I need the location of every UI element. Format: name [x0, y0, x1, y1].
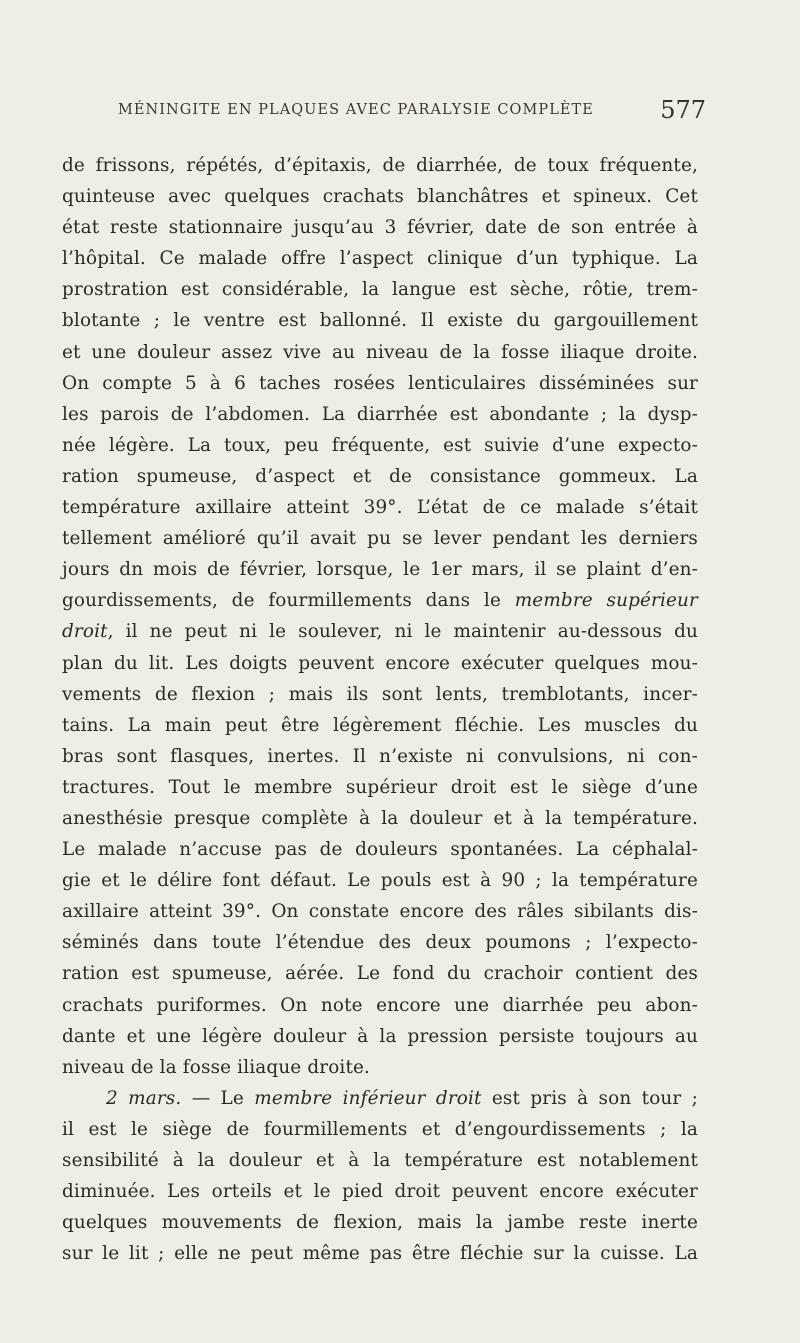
- text-line: [62, 1114, 698, 1145]
- text-line: [62, 1052, 698, 1083]
- text-segment: sur le lit ; elle ne peut même pas être fléchie sur la cuisse. La: [62, 1243, 698, 1265]
- text-line: [62, 896, 698, 927]
- text-segment: axillaire atteint 39°. On constate encore des râles sibilants dis-: [62, 901, 698, 923]
- text-line: [62, 1145, 698, 1176]
- text-segment: bras sont flasques, inertes. Il n’existe ni convulsions, ni con-: [62, 745, 698, 767]
- running-title: MÉNINGITE EN PLAQUES AVEC PARALYSIE COMPLÈTE: [118, 102, 594, 118]
- text-segment: tractures. Tout le membre supérieur droit est le siège d’une: [62, 776, 698, 798]
- text-line: [62, 710, 698, 741]
- italic-text-segment: droit: [62, 621, 108, 643]
- text-segment: plan du lit. Les doigts peuvent encore exécuter quelques mou-: [62, 652, 698, 674]
- text-segment: quelques mouvements de flexion, mais la jambe reste inerte: [62, 1212, 698, 1234]
- text-line: [62, 585, 698, 616]
- text-line: [62, 1083, 698, 1114]
- italic-text-segment: membre inférieur droit: [254, 1087, 482, 1109]
- text-segment: vements de flexion ; mais ils sont lents, tremblotants, incer-: [62, 683, 698, 705]
- text-segment: , il ne peut ni le soulever, ni le maintenir au-dessous du: [107, 621, 698, 643]
- text-segment: température axillaire atteint 39°. L’état de ce malade s’était: [62, 497, 698, 519]
- text-line: [62, 679, 698, 710]
- text-line: [62, 461, 698, 492]
- text-segment: les parois de l’abdomen. La diarrhée est abondante ; la dysp-: [62, 403, 698, 425]
- italic-text-segment: 2 mars.: [106, 1087, 182, 1109]
- text-line: [62, 274, 698, 305]
- text-line: [62, 990, 698, 1021]
- text-segment: tains. La main peut être légèrement fléchie. Les muscles du: [62, 714, 698, 736]
- text-segment: blotante ; le ventre est ballonné. Il existe du gargouillement: [62, 310, 698, 332]
- text-line: [62, 368, 698, 399]
- page-number: 577: [660, 96, 706, 124]
- text-segment: prostration est considérable, la langue est sèche, rôtie, trem-: [62, 279, 698, 301]
- text-segment: et une douleur assez vive au niveau de la fosse iliaque droite.: [62, 341, 698, 363]
- text-line: [62, 212, 698, 243]
- text-segment: il est le siège de fourmillements et d’engourdissements ; la: [62, 1118, 698, 1140]
- text-segment: diminuée. Les orteils et le pied droit peuvent encore exécuter: [62, 1181, 698, 1203]
- text-line: [62, 243, 698, 274]
- text-line: [62, 554, 698, 585]
- text-line: [62, 1238, 698, 1269]
- text-segment: crachats puriformes. On note encore une diarrhée peu abon-: [62, 994, 698, 1016]
- text-line: [62, 648, 698, 679]
- text-segment: gie et le délire font défaut. Le pouls est à 90 ; la température: [62, 870, 698, 892]
- text-segment: l’hôpital. Ce malade offre l’aspect clinique d’un typhique. La: [62, 248, 698, 270]
- text-line: [62, 616, 698, 647]
- body-text: [62, 150, 698, 1269]
- text-line: [62, 1207, 698, 1238]
- text-line: [62, 741, 698, 772]
- text-segment: tellement amélioré qu’il avait pu se lever pendant les derniers: [62, 528, 698, 550]
- text-line: [62, 181, 698, 212]
- text-line: [62, 430, 698, 461]
- text-segment: ration spumeuse, d’aspect et de consistance gommeux. La: [62, 465, 698, 487]
- text-line: [62, 523, 698, 554]
- text-line: [62, 865, 698, 896]
- text-line: [62, 399, 698, 430]
- text-segment: gourdissements, de fourmillements dans le: [62, 590, 515, 612]
- text-line: [62, 337, 698, 368]
- text-segment: séminés dans toute l’étendue des deux poumons ; l’expecto-: [62, 932, 698, 954]
- text-line: [62, 150, 698, 181]
- text-line: [62, 1176, 698, 1207]
- text-segment: niveau de la fosse iliaque droite.: [62, 1056, 371, 1078]
- text-line: [62, 1021, 698, 1052]
- text-line: [62, 803, 698, 834]
- text-line: [62, 772, 698, 803]
- text-segment: dante et une légère douleur à la pression persiste toujours au: [62, 1025, 698, 1047]
- text-segment: jours dn mois de février, lorsque, le 1er mars, il se plaint d’en-: [62, 559, 698, 581]
- text-line: [62, 492, 698, 523]
- text-segment: de frissons, répétés, d’épitaxis, de diarrhée, de toux fréquente,: [62, 155, 698, 176]
- text-segment: Le malade n’accuse pas de douleurs spontanées. La céphalal-: [62, 839, 698, 861]
- italic-text-segment: membre supérieur: [514, 590, 698, 612]
- text-segment: anesthésie presque complète à la douleur et à la température.: [62, 807, 698, 829]
- text-segment: ration est spumeuse, aérée. Le fond du crachoir contient des: [62, 963, 698, 985]
- text-line: [62, 927, 698, 958]
- text-segment: née légère. La toux, peu fréquente, est suivie d’une expecto-: [62, 434, 698, 456]
- page-header: [118, 92, 706, 132]
- text-segment: On compte 5 à 6 taches rosées lenticulaires disséminées sur: [62, 372, 698, 394]
- text-segment: état reste stationnaire jusqu’au 3 février, date de son entrée à: [62, 217, 698, 239]
- text-segment: quinteuse avec quelques crachats blanchâtres et spineux. Cet: [62, 186, 698, 208]
- text-segment: — Le: [181, 1087, 255, 1109]
- text-line: [62, 834, 698, 865]
- text-line: [62, 305, 698, 336]
- text-segment: est pris à son tour ;: [481, 1087, 698, 1109]
- text-line: [62, 958, 698, 989]
- text-segment: sensibilité à la douleur et à la température est notablement: [62, 1150, 698, 1171]
